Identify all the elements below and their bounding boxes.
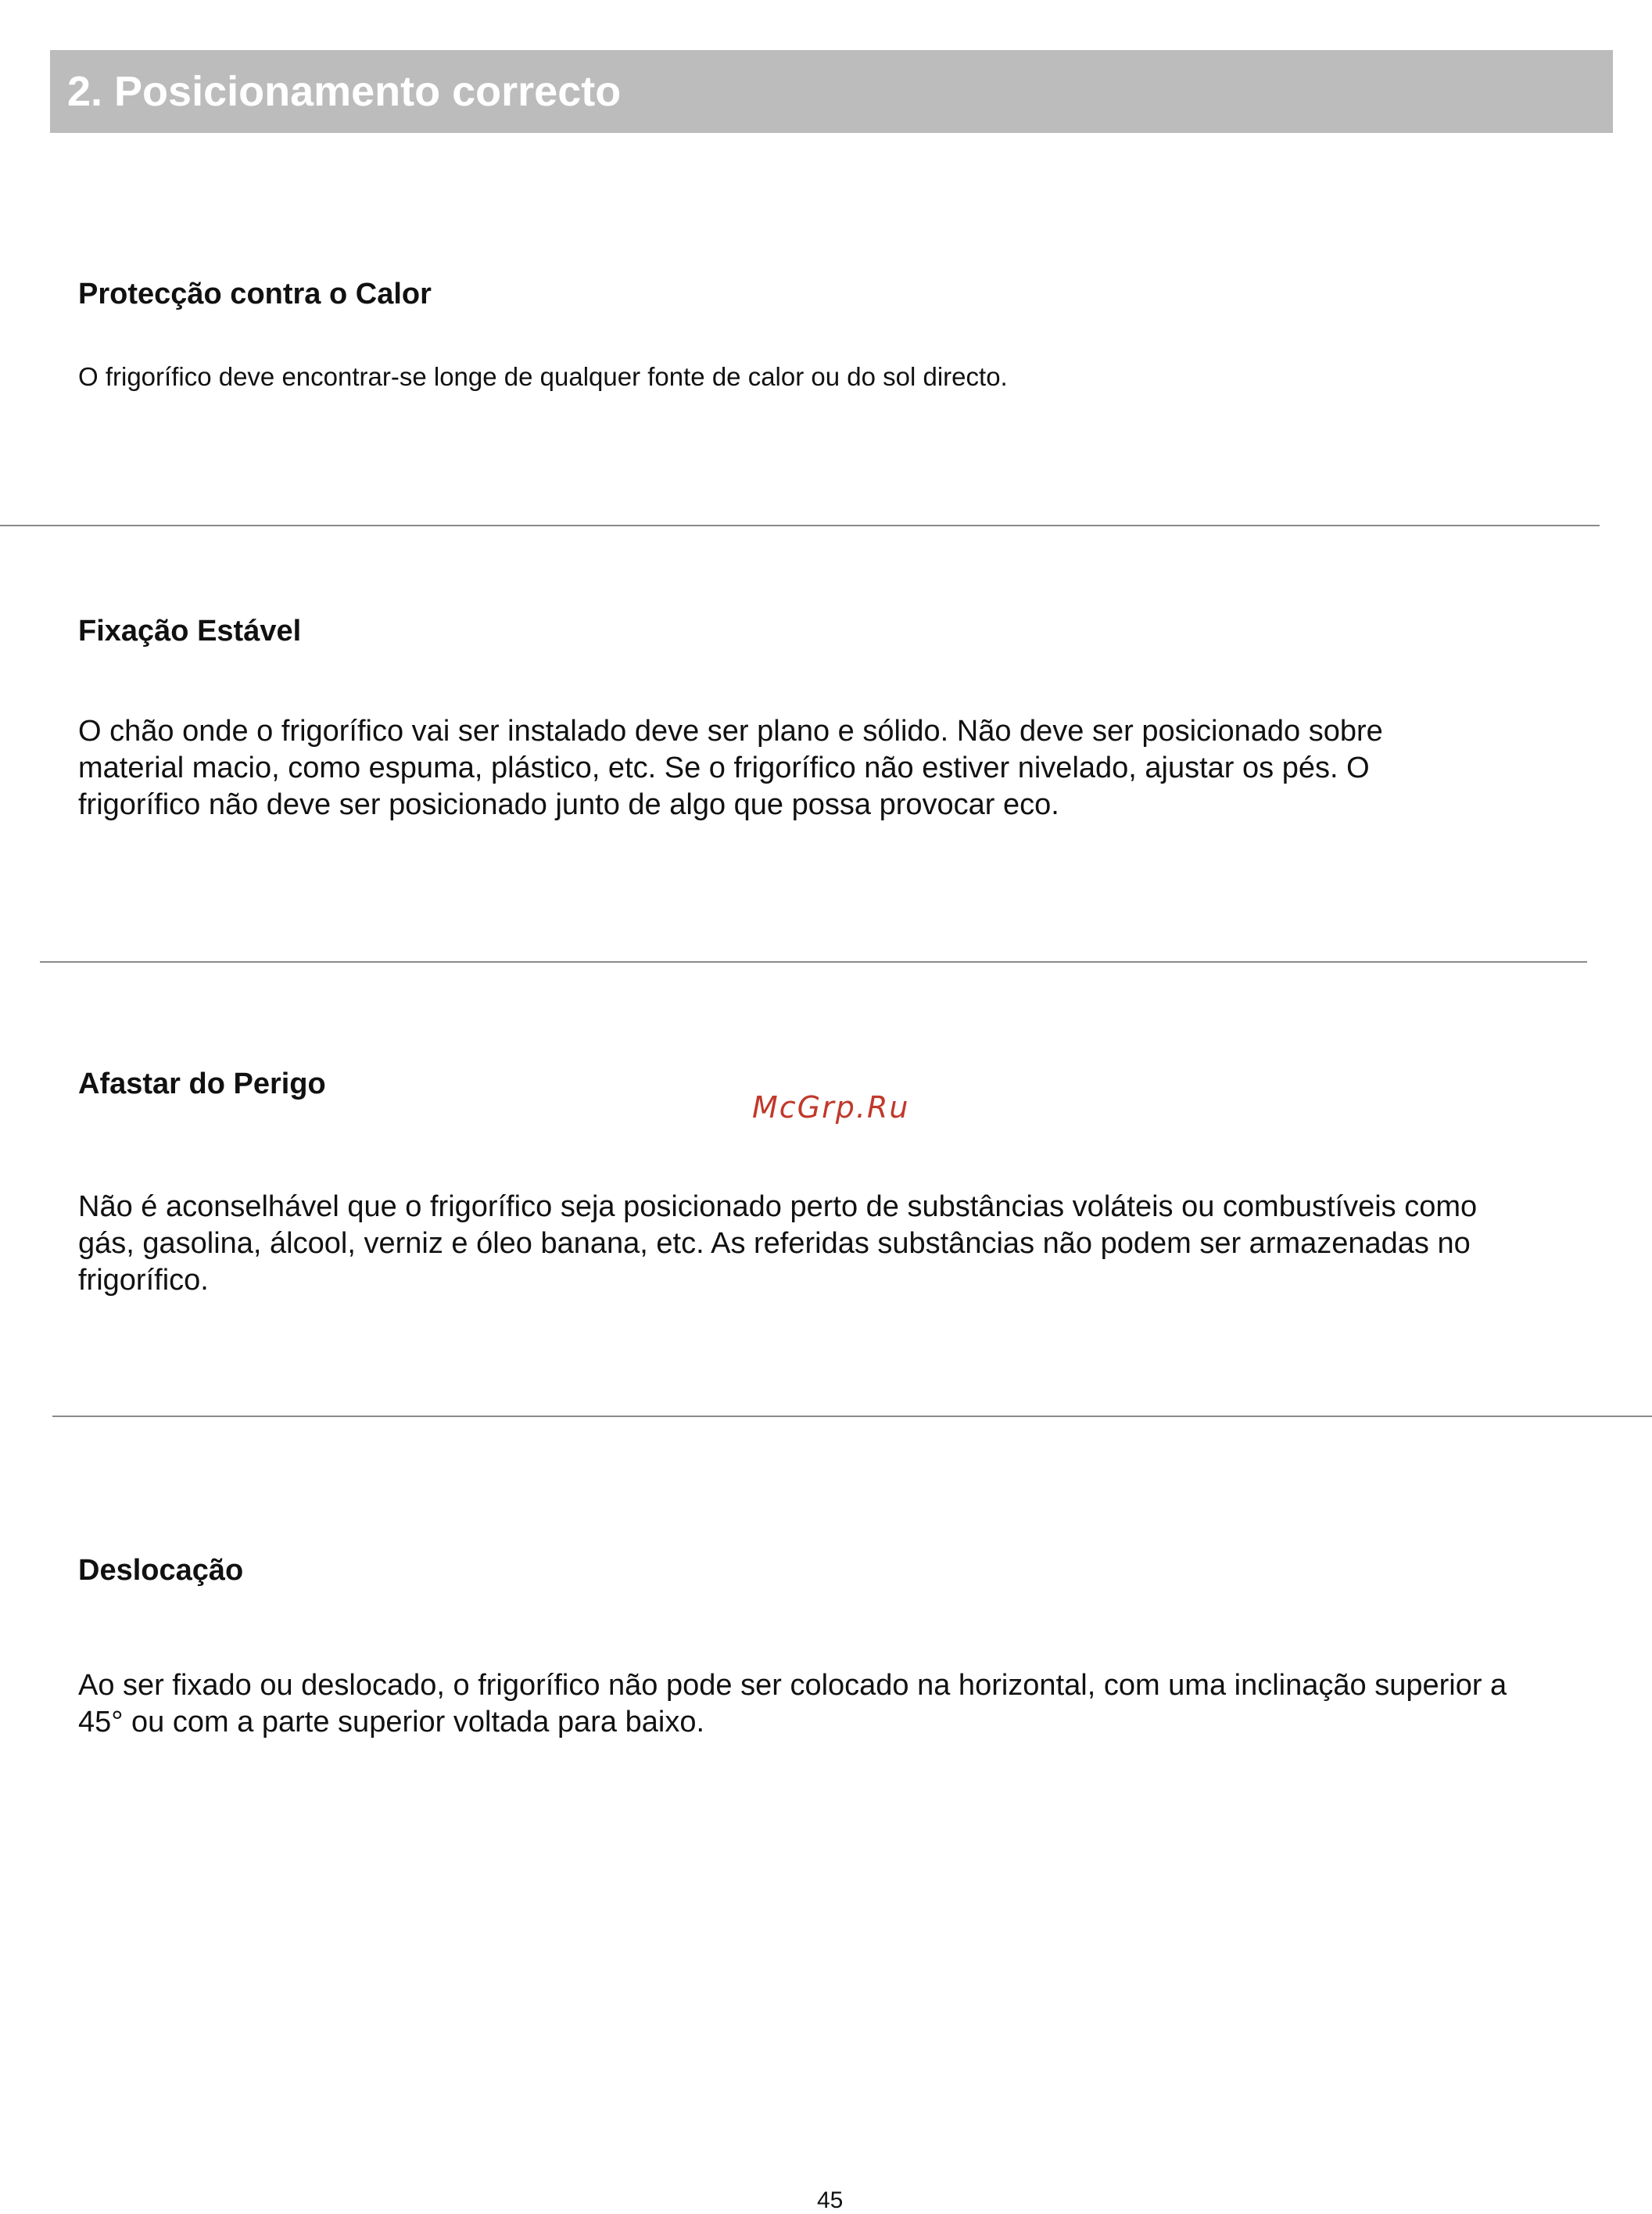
section-header-bar — [50, 50, 1613, 133]
page-number: 45 — [817, 2187, 844, 2213]
paragraph-displacement: Ao ser fixado ou deslocado, o frigorífico não pode ser colocado na horizontal, com uma inclinação superior a 45° ou com a parte superior voltada para baixo. — [78, 1669, 1507, 1739]
paragraph-stable-fixation: O chão onde o frigorífico vai ser instalado deve ser plano e sólido. Não deve ser posicionado sobre material macio, como espuma, plástico, etc. Se o frigorífico não estiver nivelado, ajustar os pés. O frigorífico não deve ser posicionado junto de algo que possa provocar eco. — [78, 715, 1383, 821]
paragraph-keep-from-danger: Não é aconselhável que o frigorífico seja posicionado perto de substâncias voláteis ou combustíveis como gás, gasolina, álcool, verniz e óleo banana, etc. As referidas substâncias não podem ser armazenadas no frigorífico. — [78, 1190, 1478, 1297]
paragraph-heat-protection: O frigorífico deve encontrar-se longe de qualquer fonte de calor ou do sol directo. — [78, 362, 1008, 391]
divider — [52, 1416, 1652, 1417]
page-title: 2. Posicionamento correcto — [67, 68, 622, 115]
watermark: McGrp.Ru — [752, 1090, 910, 1125]
divider — [40, 961, 1587, 963]
divider — [0, 525, 1600, 526]
heading-stable-fixation: Fixação Estável — [78, 615, 302, 648]
heading-keep-from-danger: Afastar do Perigo — [78, 1068, 326, 1100]
heading-heat-protection: Protecção contra o Calor — [78, 278, 432, 310]
heading-displacement: Deslocação — [78, 1554, 244, 1587]
